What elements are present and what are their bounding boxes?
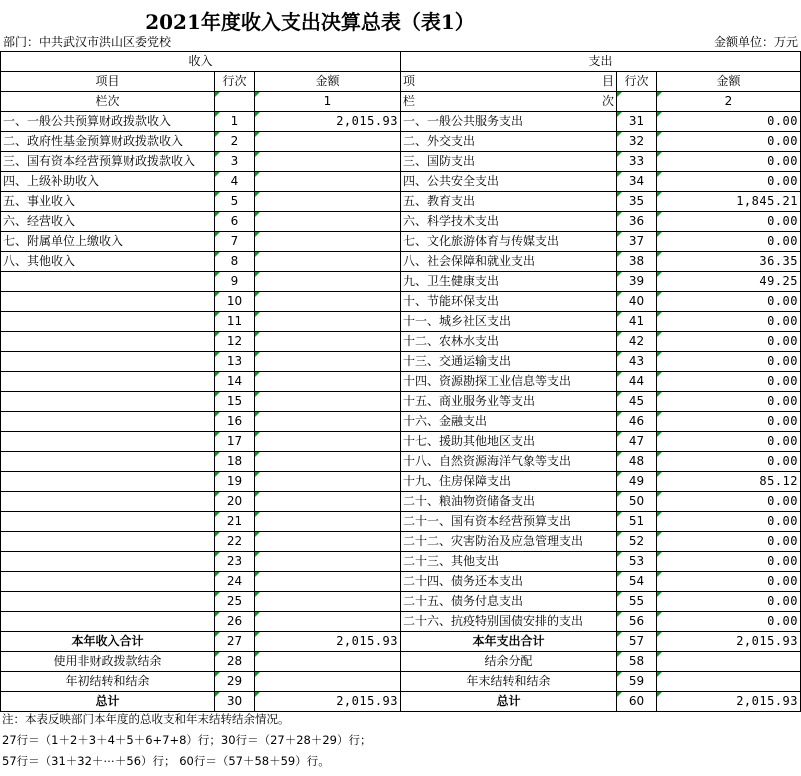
income-row-no: 11	[215, 312, 255, 332]
income-summary-row-no: 30	[215, 692, 255, 712]
income-item	[1, 492, 215, 512]
expense-item: 十五、商业服务业等支出	[401, 392, 617, 412]
expense-summary-row-no: 60	[617, 692, 657, 712]
expense-item: 十三、交通运输支出	[401, 352, 617, 372]
income-amount	[255, 432, 401, 452]
expense-summary-item: 总计	[401, 692, 617, 712]
expense-row-no: 32	[617, 132, 657, 152]
expense-col-index: 2	[657, 92, 801, 112]
income-rowno-header: 行次	[215, 72, 255, 92]
section-header-row	[1, 52, 801, 72]
income-item	[1, 552, 215, 572]
income-row-no: 13	[215, 352, 255, 372]
expense-row-no: 33	[617, 152, 657, 172]
expense-item-header-left: 项	[403, 74, 416, 88]
expense-amount: 0.00	[657, 392, 801, 412]
income-summary-amount	[255, 652, 401, 672]
expense-item-header	[401, 72, 617, 92]
expense-amount: 0.00	[657, 512, 801, 532]
table-row	[1, 572, 801, 592]
expense-item: 七、文化旅游体育与传媒支出	[401, 232, 617, 252]
expense-amount: 0.00	[657, 352, 801, 372]
income-row-no: 17	[215, 432, 255, 452]
expense-item: 五、教育支出	[401, 192, 617, 212]
expense-item: 九、卫生健康支出	[401, 272, 617, 292]
expense-item: 十七、援助其他地区支出	[401, 432, 617, 452]
income-row-no: 7	[215, 232, 255, 252]
income-amount	[255, 332, 401, 352]
table-row	[1, 392, 801, 412]
income-header: 收入	[1, 52, 401, 72]
expense-item: 十四、资源勘探工业信息等支出	[401, 372, 617, 392]
table-row	[1, 512, 801, 532]
income-summary-row-no: 29	[215, 672, 255, 692]
income-row-no: 24	[215, 572, 255, 592]
table-row	[1, 352, 801, 372]
income-col-index: 1	[255, 92, 401, 112]
expense-summary-amount: 2,015.93	[657, 632, 801, 652]
table-row	[1, 452, 801, 472]
table-row	[1, 432, 801, 452]
income-row-no: 20	[215, 492, 255, 512]
expense-row-no: 54	[617, 572, 657, 592]
table-row	[1, 492, 801, 512]
income-amount	[255, 292, 401, 312]
income-item: 五、事业收入	[1, 192, 215, 212]
income-item	[1, 392, 215, 412]
income-amount	[255, 472, 401, 492]
income-row-no: 8	[215, 252, 255, 272]
expense-amount: 49.25	[657, 272, 801, 292]
income-row-no: 2	[215, 132, 255, 152]
income-amount	[255, 492, 401, 512]
income-item: 三、国有资本经营预算财政拨款收入	[1, 152, 215, 172]
income-amount	[255, 452, 401, 472]
expense-row-no: 38	[617, 252, 657, 272]
income-amount	[255, 392, 401, 412]
income-row-no: 4	[215, 172, 255, 192]
income-amount	[255, 312, 401, 332]
expense-amount: 0.00	[657, 312, 801, 332]
income-item: 二、政府性基金预算财政拨款收入	[1, 132, 215, 152]
table-row	[1, 152, 801, 172]
expense-rowno-header: 行次	[617, 72, 657, 92]
expense-item: 十一、城乡社区支出	[401, 312, 617, 332]
expense-amount: 0.00	[657, 552, 801, 572]
income-item	[1, 312, 215, 332]
expense-amount: 0.00	[657, 172, 801, 192]
income-amount	[255, 192, 401, 212]
expense-amount: 0.00	[657, 572, 801, 592]
table-row	[1, 132, 801, 152]
unit-label: 金额单位：万元	[713, 35, 798, 49]
expense-item: 十六、金融支出	[401, 412, 617, 432]
table-row	[1, 552, 801, 572]
income-row-no: 10	[215, 292, 255, 312]
income-summary-row-no: 28	[215, 652, 255, 672]
income-row-no: 25	[215, 592, 255, 612]
expense-amount: 0.00	[657, 292, 801, 312]
expense-row-no: 56	[617, 612, 657, 632]
expense-row-no: 31	[617, 112, 657, 132]
income-row-no: 12	[215, 332, 255, 352]
expense-lanci-label	[401, 92, 617, 112]
table-row	[1, 612, 801, 632]
expense-amount: 1,845.21	[657, 192, 801, 212]
table-row	[1, 252, 801, 272]
income-amount	[255, 132, 401, 152]
page-title: 2021年度收入支出决算总表（表1）	[145, 10, 475, 34]
income-row-no: 6	[215, 212, 255, 232]
income-item	[1, 412, 215, 432]
expense-row-no: 39	[617, 272, 657, 292]
income-row-no: 9	[215, 272, 255, 292]
income-amount	[255, 352, 401, 372]
table-row	[1, 332, 801, 352]
income-amount	[255, 212, 401, 232]
income-amount	[255, 412, 401, 432]
table-row	[1, 212, 801, 232]
expense-row-no: 41	[617, 312, 657, 332]
expense-row-no: 55	[617, 592, 657, 612]
income-summary-amount: 2,015.93	[255, 692, 401, 712]
expense-row-no: 53	[617, 552, 657, 572]
income-item: 六、经营收入	[1, 212, 215, 232]
table-row	[1, 232, 801, 252]
expense-row-no: 40	[617, 292, 657, 312]
expense-row-no: 48	[617, 452, 657, 472]
department-label: 部门：中共武汉市洪山区委党校	[3, 35, 172, 49]
table-row	[1, 272, 801, 292]
expense-summary-item: 年末结转和结余	[401, 672, 617, 692]
expense-row-no: 51	[617, 512, 657, 532]
expense-lanci-rowno	[617, 92, 657, 112]
expense-item: 二十一、国有资本经营预算支出	[401, 512, 617, 532]
income-row-no: 18	[215, 452, 255, 472]
expense-item: 三、国防支出	[401, 152, 617, 172]
expense-summary-amount	[657, 652, 801, 672]
income-summary-item: 年初结转和结余	[1, 672, 215, 692]
expense-summary-row-no: 58	[617, 652, 657, 672]
budget-table	[0, 51, 801, 712]
summary-row	[1, 632, 801, 652]
income-amount	[255, 612, 401, 632]
income-item	[1, 532, 215, 552]
table-row	[1, 592, 801, 612]
income-summary-amount	[255, 672, 401, 692]
expense-amount: 0.00	[657, 152, 801, 172]
income-item-header: 项目	[1, 72, 215, 92]
expense-amount: 0.00	[657, 232, 801, 252]
expense-item: 十二、农林水支出	[401, 332, 617, 352]
expense-row-no: 49	[617, 472, 657, 492]
income-item	[1, 292, 215, 312]
income-row-no: 1	[215, 112, 255, 132]
expense-summary-row-no: 57	[617, 632, 657, 652]
table-row	[1, 192, 801, 212]
income-row-no: 16	[215, 412, 255, 432]
income-amount	[255, 172, 401, 192]
income-item	[1, 512, 215, 532]
table-row	[1, 412, 801, 432]
expense-item: 二、外交支出	[401, 132, 617, 152]
income-amount	[255, 532, 401, 552]
expense-amount: 0.00	[657, 532, 801, 552]
expense-item: 四、公共安全支出	[401, 172, 617, 192]
expense-item: 二十五、债务付息支出	[401, 592, 617, 612]
income-amount	[255, 552, 401, 572]
income-amount	[255, 592, 401, 612]
income-item	[1, 472, 215, 492]
expense-item: 二十四、债务还本支出	[401, 572, 617, 592]
table-row	[1, 472, 801, 492]
income-row-no: 19	[215, 472, 255, 492]
income-row-no: 14	[215, 372, 255, 392]
expense-item: 二十、粮油物资储备支出	[401, 492, 617, 512]
expense-item: 十九、住房保障支出	[401, 472, 617, 492]
income-lanci-label: 栏次	[1, 92, 215, 112]
expense-row-no: 43	[617, 352, 657, 372]
income-amount	[255, 372, 401, 392]
expense-row-no: 52	[617, 532, 657, 552]
income-item: 七、附属单位上缴收入	[1, 232, 215, 252]
income-lanci-rowno	[215, 92, 255, 112]
notes	[2, 709, 371, 772]
income-item	[1, 332, 215, 352]
income-summary-item: 本年收入合计	[1, 632, 215, 652]
income-summary-amount: 2,015.93	[255, 632, 401, 652]
income-item	[1, 272, 215, 292]
expense-amount: 36.35	[657, 252, 801, 272]
expense-amount-header: 金额	[657, 72, 801, 92]
table-row	[1, 532, 801, 552]
income-row-no: 21	[215, 512, 255, 532]
expense-row-no: 44	[617, 372, 657, 392]
income-row-no: 26	[215, 612, 255, 632]
expense-row-no: 35	[617, 192, 657, 212]
income-row-no: 23	[215, 552, 255, 572]
expense-item-header-right: 目	[601, 74, 614, 88]
income-item: 八、其他收入	[1, 252, 215, 272]
income-amount	[255, 232, 401, 252]
table-row	[1, 172, 801, 192]
income-row-no: 5	[215, 192, 255, 212]
expense-row-no: 46	[617, 412, 657, 432]
expense-amount: 0.00	[657, 132, 801, 152]
expense-item: 二十六、抗疫特别国债安排的支出	[401, 612, 617, 632]
expense-item: 一、一般公共服务支出	[401, 112, 617, 132]
expense-amount: 0.00	[657, 112, 801, 132]
income-item	[1, 452, 215, 472]
expense-amount: 85.12	[657, 472, 801, 492]
expense-row-no: 42	[617, 332, 657, 352]
income-summary-item: 总计	[1, 692, 215, 712]
expense-amount: 0.00	[657, 612, 801, 632]
expense-row-no: 45	[617, 392, 657, 412]
expense-item: 十、节能环保支出	[401, 292, 617, 312]
income-item: 四、上级补助收入	[1, 172, 215, 192]
income-row-no: 3	[215, 152, 255, 172]
expense-summary-amount	[657, 672, 801, 692]
income-item	[1, 352, 215, 372]
expense-item: 八、社会保障和就业支出	[401, 252, 617, 272]
expense-lanci-left: 栏	[403, 94, 416, 108]
income-summary-item: 使用非财政拨款结余	[1, 652, 215, 672]
expense-amount: 0.00	[657, 372, 801, 392]
table-row	[1, 112, 801, 132]
expense-row-no: 50	[617, 492, 657, 512]
expense-amount: 0.00	[657, 592, 801, 612]
expense-row-no: 37	[617, 232, 657, 252]
income-item	[1, 432, 215, 452]
expense-summary-amount: 2,015.93	[657, 692, 801, 712]
column-index-row	[1, 92, 801, 112]
income-row-no: 15	[215, 392, 255, 412]
income-amount	[255, 152, 401, 172]
income-amount: 2,015.93	[255, 112, 401, 132]
income-item	[1, 372, 215, 392]
expense-item: 十八、自然资源海洋气象等支出	[401, 452, 617, 472]
expense-amount: 0.00	[657, 432, 801, 452]
column-header-row	[1, 72, 801, 92]
table-row	[1, 292, 801, 312]
expense-lanci-right: 次	[601, 94, 614, 108]
income-amount	[255, 512, 401, 532]
income-summary-row-no: 27	[215, 632, 255, 652]
table-row	[1, 372, 801, 392]
expense-row-no: 34	[617, 172, 657, 192]
income-amount	[255, 272, 401, 292]
note-line: 57行＝（31＋32＋⋯＋56）行； 60行＝（57＋58＋59）行。	[2, 754, 330, 768]
expense-summary-item: 本年支出合计	[401, 632, 617, 652]
expense-row-no: 47	[617, 432, 657, 452]
income-item: 一、一般公共预算财政拨款收入	[1, 112, 215, 132]
expense-amount: 0.00	[657, 412, 801, 432]
expense-item: 二十二、灾害防治及应急管理支出	[401, 532, 617, 552]
expense-header: 支出	[401, 52, 801, 72]
income-amount	[255, 252, 401, 272]
note-line: 注：本表反映部门本年度的总收支和年末结转结余情况。	[2, 712, 290, 726]
expense-amount: 0.00	[657, 332, 801, 352]
expense-row-no: 36	[617, 212, 657, 232]
note-line: 27行＝（1＋2＋3＋4＋5＋6+7+8）行；30行＝（27＋28＋29）行；	[2, 733, 372, 747]
summary-row	[1, 652, 801, 672]
expense-amount: 0.00	[657, 212, 801, 232]
table-row	[1, 312, 801, 332]
income-amount-header: 金额	[255, 72, 401, 92]
expense-amount: 0.00	[657, 452, 801, 472]
income-item	[1, 572, 215, 592]
expense-summary-item: 结余分配	[401, 652, 617, 672]
summary-row	[1, 672, 801, 692]
income-item	[1, 592, 215, 612]
expense-item: 六、科学技术支出	[401, 212, 617, 232]
expense-item: 二十三、其他支出	[401, 552, 617, 572]
income-row-no: 22	[215, 532, 255, 552]
income-item	[1, 612, 215, 632]
income-amount	[255, 572, 401, 592]
expense-summary-row-no: 59	[617, 672, 657, 692]
expense-amount: 0.00	[657, 492, 801, 512]
